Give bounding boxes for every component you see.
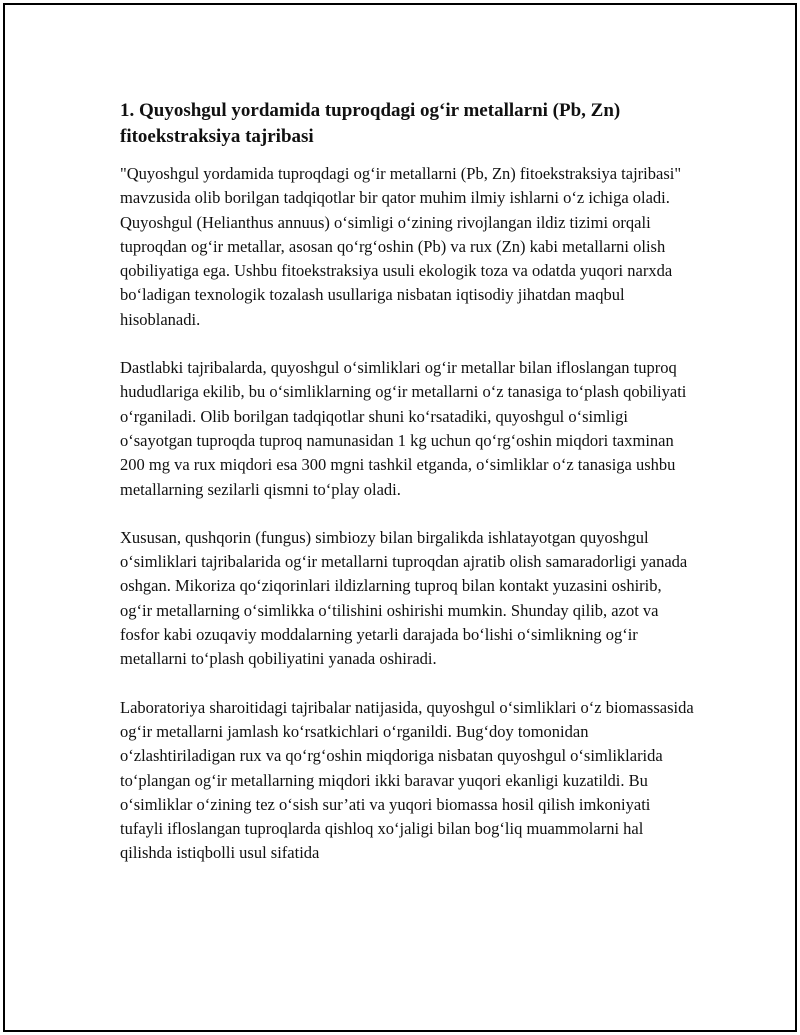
section-heading: 1. Quyoshgul yordamida tuproqdagi og‘ir metallarni (Pb, Zn) fitoekstraksiya tajribasi <box>120 100 621 147</box>
document-body <box>120 98 695 890</box>
document-page <box>3 3 797 1032</box>
paragraph-3: Xususan, qushqorin (fungus) simbiozy bilan birgalikda ishlatayotgan quyoshgul o‘simliklari tajribalarida og‘ir metallarni tuproqdan ajratib olish samaradorligi yanada oshgan. Mikoriza qo‘ziqorinlari ildizlarning tuproq bilan kontakt yuzasini oshirib, og‘ir metallarning o‘simlikka o‘tilishini oshirishi mumkin. Shunday qilib, azot va fosfor kabi ozuqaviy moddalarning yetarli darajada bo‘lishi o‘simlikning og‘ir metallarni to‘plash qobiliyatini yanada oshiradi. <box>120 527 688 669</box>
paragraph-1: "Quyoshgul yordamida tuproqdagi og‘ir metallarni (Pb, Zn) fitoekstraksiya tajribasi" mavzusida olib borilgan tadqiqotlar bir qator muhim ilmiy ishlarni o‘z ichiga oladi. Quyoshgul (Helianthus annuus) o‘simligi o‘zining rivojlangan ildiz tizimi orqali tuproqdan og‘ir metallar, asosan qo‘rg‘oshin (Pb) va rux (Zn) kabi metallarni olish qobiliyatiga ega. Ushbu fitoekstraksiya usuli ekologik toza va odatda yuqori narxda bo‘ladigan texnologik tozalash usullariga nisbatan iqtisodiy jihatdan maqbul hisoblanadi. <box>120 164 682 329</box>
paragraph-4: Laboratoriya sharoitidagi tajribalar natijasida, quyoshgul o‘simliklari o‘z biomassasida og‘ir metallarni jamlash ko‘rsatkichlari o‘rganildi. Bug‘doy tomonidan o‘zlashtiriladigan rux va qo‘rg‘oshin miqdoriga nisbatan quyoshgul o‘simliklarida to‘plangan og‘ir metallarning miqdori ikki baravar yuqori ekanligi kuzatildi. Bu o‘simliklar o‘zining tez o‘sish sur’ati va yuqori biomassa hosil qilish imkoniyati tufayli ifloslangan tuproqlarda qishloq xo‘jaligi bilan bog‘liq muammolarni hal qilishda istiqbolli usul sifatida <box>120 697 694 863</box>
paragraph-2: Dastlabki tajribalarda, quyoshgul o‘simliklari og‘ir metallar bilan ifloslangan tuproq hududlariga ekilib, bu o‘simliklarning og‘ir metallarni o‘z tanasiga to‘plash qobiliyati o‘rganiladi. Olib borilgan tadqiqotlar shuni ko‘rsatadiki, quyoshgul o‘simligi o‘sayotgan tuproqda tuproq namunasidan 1 kg uchun qo‘rg‘oshin miqdori taxminan 200 mg va rux miqdori esa 300 mgni tashkil etganda, o‘simliklar o‘z tanasiga ushbu metallarning sezilarli qismni to‘play oladi. <box>120 358 687 499</box>
